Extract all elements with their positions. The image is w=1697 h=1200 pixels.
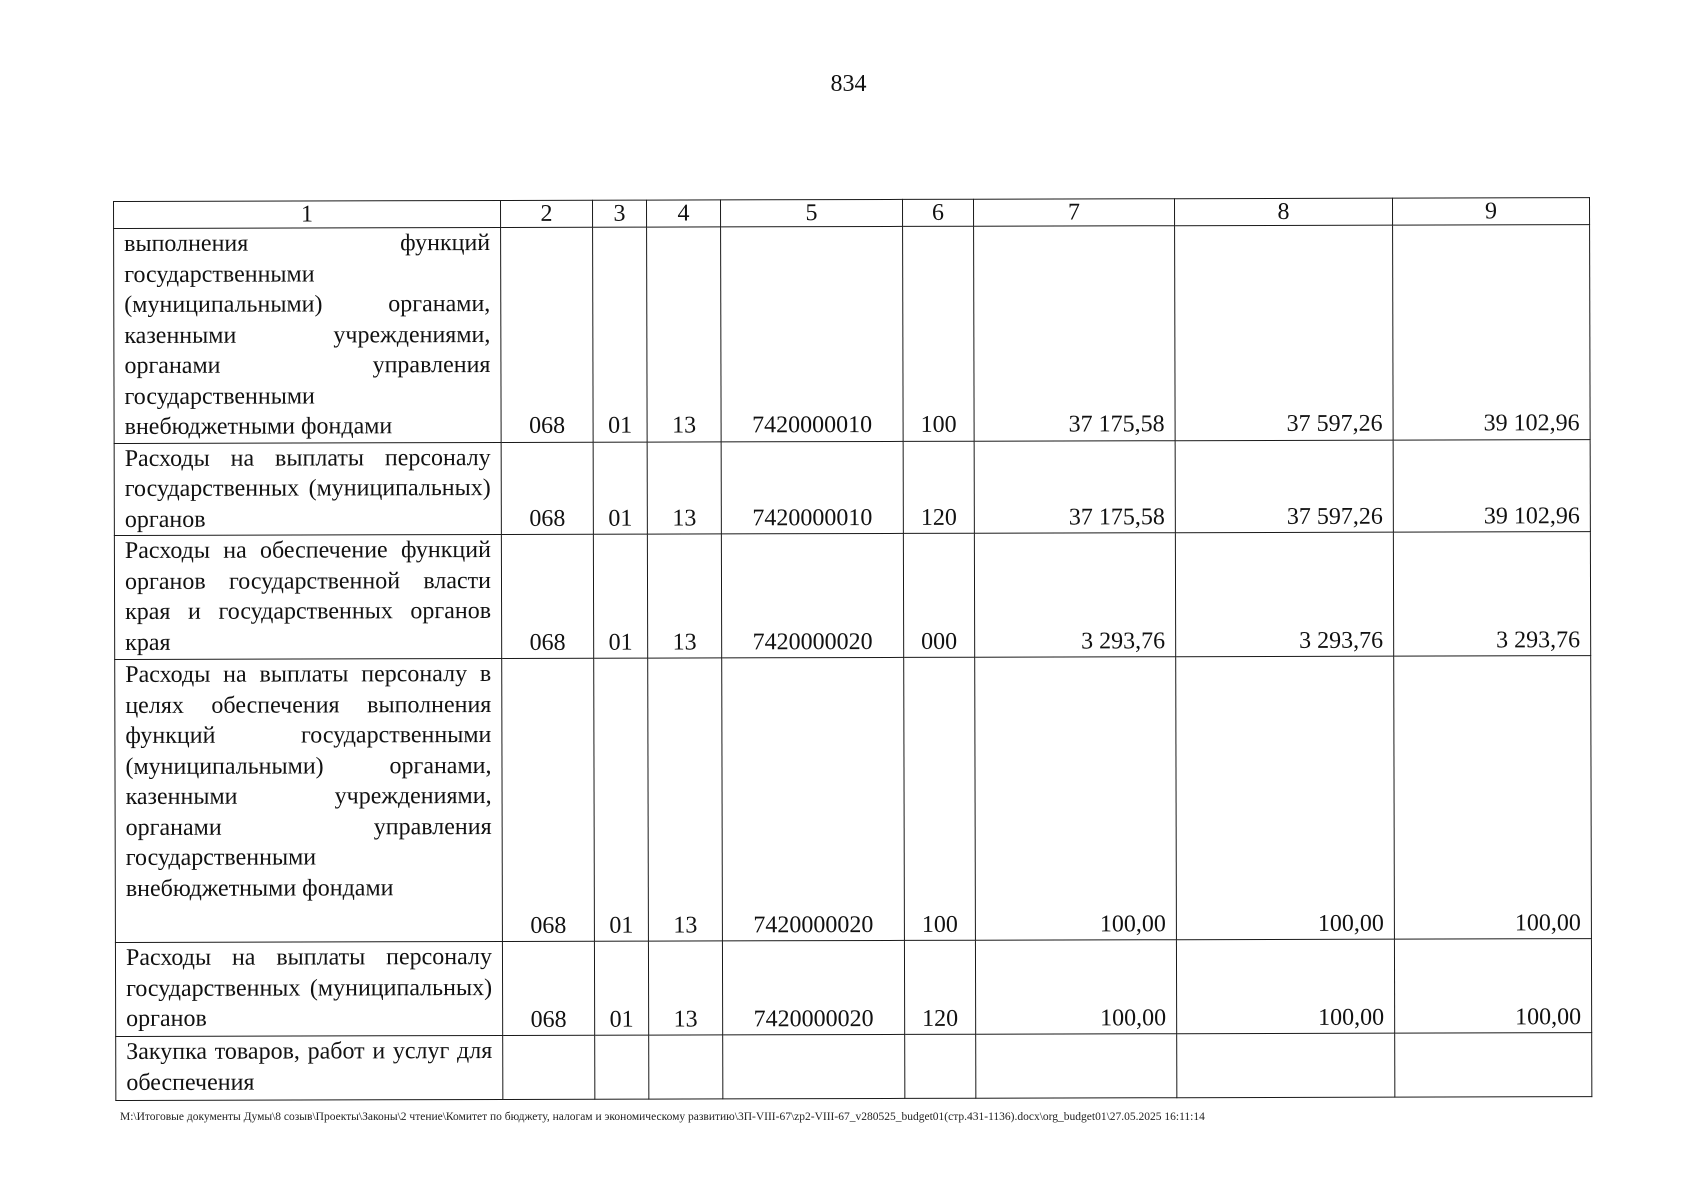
- cell-c4: 13: [647, 227, 722, 442]
- cell-c8: 37 597,26: [1175, 225, 1394, 440]
- cell-c8: 3 293,76: [1175, 532, 1393, 657]
- cell-c4: 13: [647, 441, 721, 534]
- cell-c4: [649, 1035, 723, 1099]
- cell-c5: 7420000020: [721, 533, 903, 657]
- row-description: Расходы на выплаты персоналу государственных (муниципальных) органов: [115, 941, 502, 1036]
- cell-c6: 120: [904, 940, 975, 1034]
- cell-c4: 13: [648, 658, 723, 941]
- column-header: 2: [500, 200, 592, 227]
- column-header: 3: [592, 200, 646, 227]
- row-description: Расходы на выплаты персоналу государственных (муниципальных) органов: [114, 442, 501, 536]
- cell-c2: 068: [501, 227, 594, 442]
- column-header: 5: [720, 199, 902, 226]
- cell-c6: 000: [903, 533, 974, 657]
- cell-c7: 3 293,76: [974, 533, 1175, 658]
- cell-c9: 3 293,76: [1393, 532, 1590, 657]
- cell-c3: 01: [593, 227, 648, 442]
- cell-c7: 37 175,58: [974, 226, 1176, 441]
- cell-c3: 01: [594, 941, 648, 1035]
- cell-c6: 120: [903, 441, 974, 534]
- cell-c4: 13: [647, 534, 721, 658]
- cell-c3: 01: [593, 442, 647, 535]
- cell-c8: 100,00: [1176, 939, 1394, 1034]
- column-header: 6: [902, 199, 973, 226]
- cell-c4: 13: [648, 941, 722, 1035]
- cell-c9: 100,00: [1394, 939, 1591, 1034]
- row-description: Закупка товаров, работ и услуг для обеспечения: [116, 1035, 503, 1100]
- column-header: 1: [114, 200, 501, 228]
- cell-c8: 100,00: [1176, 656, 1395, 940]
- table-row: [114, 532, 1590, 660]
- cell-c3: 01: [594, 658, 649, 941]
- table-row: [114, 225, 1591, 443]
- cell-c2: 068: [501, 442, 593, 535]
- cell-c2: 068: [501, 534, 593, 658]
- cell-c6: [905, 1034, 976, 1098]
- table-row: [114, 439, 1590, 535]
- document-file-path: M:\Итоговые документы Думы\8 созыв\Проекты\Законы\2 чтение\Комитет по бюджету, налогам и экономическому развитию\3П-VIII-67\zp2-VIII-67_v280525_budget01(стр.431-1136).docx\org_budget01\27.05.2025 16:11:14: [120, 1111, 1205, 1123]
- row-description: Расходы на выплаты персоналу в целях обеспечения выполнения функций государственными (муниципальными) органами, казенными учреждениями, органами управления государственными внебюджетными фондами: [115, 658, 503, 942]
- cell-c3: [595, 1035, 649, 1099]
- column-header: 8: [1174, 198, 1392, 226]
- cell-c7: [976, 1034, 1177, 1099]
- cell-c8: 37 597,26: [1175, 440, 1393, 533]
- cell-c9: 100,00: [1394, 656, 1592, 940]
- column-header: 4: [646, 200, 720, 227]
- cell-c5: 7420000010: [721, 441, 903, 534]
- cell-c2: [503, 1035, 595, 1099]
- cell-c2: 068: [502, 941, 594, 1035]
- cell-c6: 100: [903, 226, 975, 441]
- cell-c5: [723, 1034, 905, 1098]
- cell-c9: 39 102,96: [1393, 225, 1591, 440]
- table-row: [115, 656, 1592, 943]
- cell-c5: 7420000020: [722, 657, 905, 940]
- cell-c7: 37 175,58: [974, 440, 1175, 533]
- cell-c5: 7420000020: [722, 940, 904, 1034]
- page-number: 834: [830, 71, 867, 97]
- cell-c9: [1395, 1033, 1592, 1098]
- table-row: [115, 939, 1591, 1037]
- cell-c6: 100: [904, 657, 976, 940]
- budget-table: [113, 197, 1592, 1101]
- cell-c2: 068: [502, 658, 595, 941]
- cell-c7: 100,00: [975, 940, 1176, 1035]
- cell-c7: 100,00: [975, 657, 1177, 941]
- column-header: 9: [1392, 198, 1589, 226]
- cell-c3: 01: [593, 534, 647, 658]
- cell-c5: 7420000010: [721, 226, 904, 441]
- table-row: [116, 1033, 1592, 1101]
- row-description: Расходы на обеспечение функций органов государственной власти края и государственных органов края: [114, 534, 501, 659]
- row-description: выполнения функций государственными (муниципальными) органами, казенными учреждениями, органами управления государственными внебюджетными фондами: [114, 227, 502, 443]
- column-header: 7: [973, 199, 1174, 227]
- table-header-row: [114, 198, 1590, 229]
- cell-c9: 39 102,96: [1393, 439, 1590, 532]
- cell-c8: [1177, 1033, 1395, 1098]
